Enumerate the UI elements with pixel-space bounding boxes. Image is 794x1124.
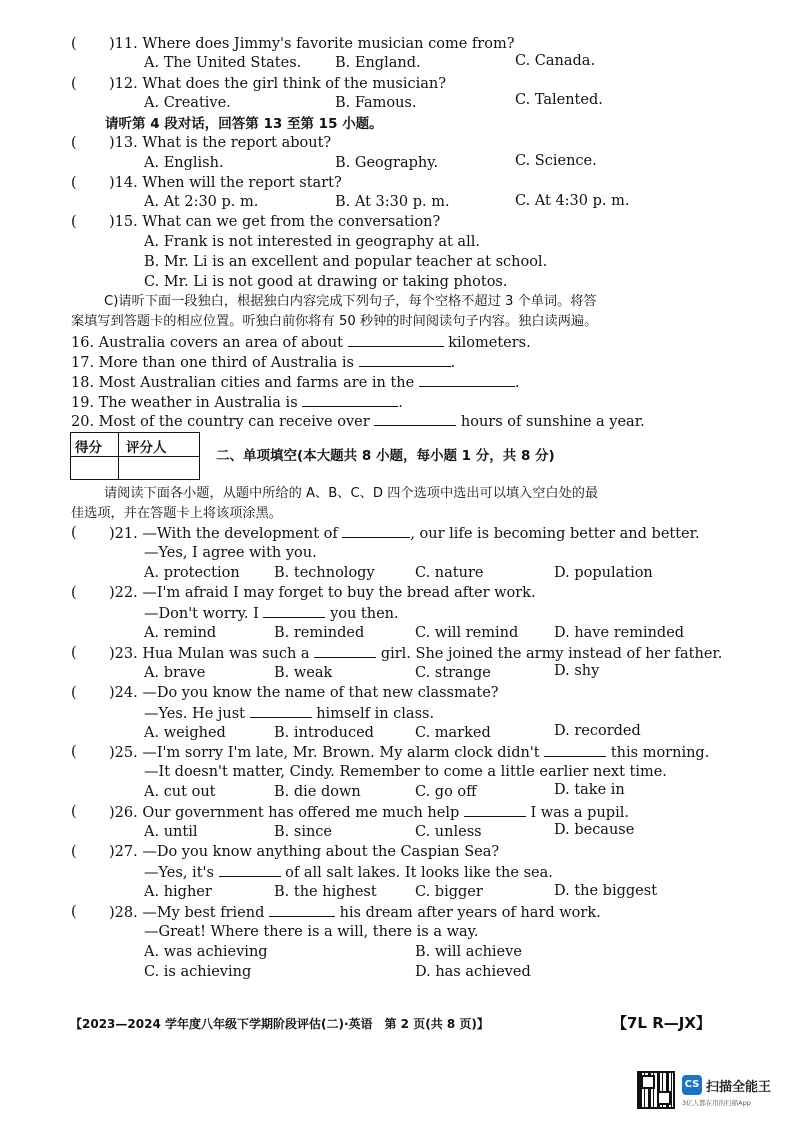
question-15: )15. What can we get from the conversation?	[109, 214, 441, 230]
answer-paren: (	[71, 525, 77, 541]
sentence-17: 17. More than one third of Australia is .	[71, 355, 456, 371]
answer-blank	[342, 524, 410, 538]
answer-blank[interactable]	[359, 353, 451, 367]
question-22: )22. —I'm afraid I may forget to buy the bread after work.	[109, 585, 536, 601]
question-23: )23. Hua Mulan was such a girl. She joined the army instead of her father.	[109, 646, 723, 662]
sentence-18: 18. Most Australian cities and farms are in the .	[71, 375, 520, 391]
answer-blank	[269, 903, 335, 917]
answer-paren: (	[71, 844, 77, 860]
answer-paren: (	[71, 744, 77, 760]
question-24-line2: —Yes. He just himself in class.	[144, 706, 435, 722]
answer-blank	[263, 604, 325, 618]
qr-code-icon	[637, 1071, 675, 1109]
option-b: B. technology	[274, 565, 375, 581]
option-c: C. Talented.	[515, 92, 603, 108]
answer-blank	[544, 743, 606, 757]
question-14: )14. When will the report start?	[109, 175, 342, 191]
question-25-line2: —It doesn't matter, Cindy. Remember to come a little earlier next time.	[144, 764, 667, 780]
answer-paren: (	[71, 585, 77, 601]
option-a: A. higher	[144, 884, 212, 900]
answer-blank	[219, 863, 281, 877]
dialogue-4-instruction: 请听第 4 段对话，回答第 13 至第 15 小题。	[105, 116, 383, 132]
camscanner-logo-icon: CS	[682, 1075, 702, 1095]
camscanner-tagline: 3亿人都在用的扫描App	[682, 1099, 751, 1107]
option-a: A. weighed	[144, 725, 226, 741]
option-a: A. Creative.	[144, 95, 231, 111]
option-c: C. nature	[415, 565, 484, 581]
answer-blank	[464, 803, 526, 817]
option-b: B. introduced	[274, 725, 374, 741]
question-24: )24. —Do you know the name of that new classmate?	[109, 685, 499, 701]
option-c: C. At 4:30 p. m.	[515, 193, 630, 209]
answer-paren: (	[71, 904, 77, 920]
option-c: C. Mr. Li is not good at drawing or taking photos.	[144, 274, 508, 290]
answer-blank[interactable]	[419, 373, 515, 387]
question-28: )28. —My best friend his dream after years of hard work.	[109, 905, 601, 921]
answer-blank[interactable]	[302, 393, 398, 407]
question-21: )21. —With the development of , our life is becoming better and better.	[109, 526, 700, 542]
answer-blank[interactable]	[374, 412, 456, 426]
option-a: A. English.	[144, 155, 224, 171]
exam-code: 【7L R—JX】	[612, 1014, 711, 1032]
question-28-line2: —Great! Where there is a will, there is a way.	[144, 924, 479, 940]
answer-paren: (	[71, 804, 77, 820]
option-b: B. reminded	[274, 625, 365, 641]
question-13: )13. What is the report about?	[109, 135, 332, 151]
answer-blank	[250, 704, 312, 718]
answer-paren: (	[71, 175, 77, 191]
answer-paren: (	[71, 685, 77, 701]
sentence-19: 19. The weather in Australia is .	[71, 395, 403, 411]
question-21-line2: —Yes, I agree with you.	[144, 545, 317, 561]
question-26: )26. Our government has offered me much help I was a pupil.	[109, 805, 629, 821]
question-11: )11. Where does Jimmy's favorite musician come from?	[109, 36, 515, 52]
option-c: C. unless	[415, 824, 482, 840]
section-2-instruction: 佳选项，并在答题卡上将该项涂黑。	[71, 506, 282, 521]
question-12: )12. What does the girl think of the musician?	[109, 76, 447, 92]
option-d: D. because	[554, 822, 635, 838]
option-b: B. will achieve	[415, 944, 522, 960]
answer-paren: (	[71, 36, 77, 52]
grader-label: 评分人	[126, 440, 167, 456]
option-d: D. recorded	[554, 723, 641, 739]
answer-paren: (	[71, 214, 77, 230]
camscanner-name: 扫描全能王	[706, 1080, 772, 1095]
option-b: B. weak	[274, 665, 333, 681]
option-b: B. Famous.	[335, 95, 417, 111]
page-footer: 【2023—2024 学年度八年级下学期阶段评估(二)·英语 第 2 页(共 8 页)】	[70, 1017, 489, 1031]
option-c: C. go off	[415, 784, 477, 800]
option-c: C. is achieving	[144, 964, 252, 980]
part-c-instruction: 案填写到答题卡的相应位置。听独白前你将有 50 秒钟的时间阅读句子内容。独白读两遍。	[71, 314, 598, 329]
score-label: 得分	[75, 440, 102, 456]
answer-paren: (	[71, 76, 77, 92]
question-27: )27. —Do you know anything about the Caspian Sea?	[109, 844, 500, 860]
option-a: A. cut out	[144, 784, 216, 800]
option-b: B. Mr. Li is an excellent and popular teacher at school.	[144, 254, 548, 270]
option-a: A. protection	[144, 565, 240, 581]
sentence-16: 16. Australia covers an area of about kilometers.	[71, 335, 531, 351]
option-a: A. remind	[144, 625, 217, 641]
answer-paren: (	[71, 645, 77, 661]
option-a: A. brave	[144, 665, 206, 681]
option-a: A. Frank is not interested in geography at all.	[144, 234, 480, 250]
divider	[71, 456, 199, 457]
option-d: D. the biggest	[554, 883, 658, 899]
option-c: C. Science.	[515, 153, 597, 169]
option-c: C. bigger	[415, 884, 483, 900]
option-d: D. population	[554, 565, 653, 581]
option-a: A. At 2:30 p. m.	[144, 194, 259, 210]
option-d: D. take in	[554, 782, 625, 798]
score-box	[70, 432, 200, 480]
option-a: A. was achieving	[144, 944, 268, 960]
option-b: B. At 3:30 p. m.	[335, 194, 450, 210]
option-d: D. shy	[554, 663, 600, 679]
option-a: A. until	[144, 824, 198, 840]
option-a: A. The United States.	[144, 55, 302, 71]
option-d: D. has achieved	[415, 964, 531, 980]
option-b: B. Geography.	[335, 155, 439, 171]
option-b: B. since	[274, 824, 332, 840]
option-d: D. have reminded	[554, 625, 685, 641]
section-2-title: 二、单项填空(本大题共 8 小题，每小题 1 分，共 8 分)	[216, 448, 555, 464]
option-c: C. will remind	[415, 625, 519, 641]
answer-blank	[314, 644, 376, 658]
question-25: )25. —I'm sorry I'm late, Mr. Brown. My alarm clock didn't this morning.	[109, 745, 710, 761]
part-c-instruction: C)请听下面一段独白，根据独白内容完成下列句子，每个空格不超过 3 个单词。将答	[104, 294, 597, 309]
answer-paren: (	[71, 135, 77, 151]
option-c: C. Canada.	[515, 53, 596, 69]
answer-blank[interactable]	[348, 333, 444, 347]
option-c: C. marked	[415, 725, 491, 741]
option-b: B. die down	[274, 784, 361, 800]
section-2-instruction: 请阅读下面各小题，从题中所给的 A、B、C、D 四个选项中选出可以填入空白处的最	[104, 486, 599, 501]
question-22-line2: —Don't worry. I you then.	[144, 606, 399, 622]
question-27-line2: —Yes, it's of all salt lakes. It looks like the sea.	[144, 865, 553, 881]
sentence-20: 20. Most of the country can receive over hours of sunshine a year.	[71, 414, 645, 430]
option-b: B. the highest	[274, 884, 377, 900]
option-c: C. strange	[415, 665, 491, 681]
option-b: B. England.	[335, 55, 421, 71]
